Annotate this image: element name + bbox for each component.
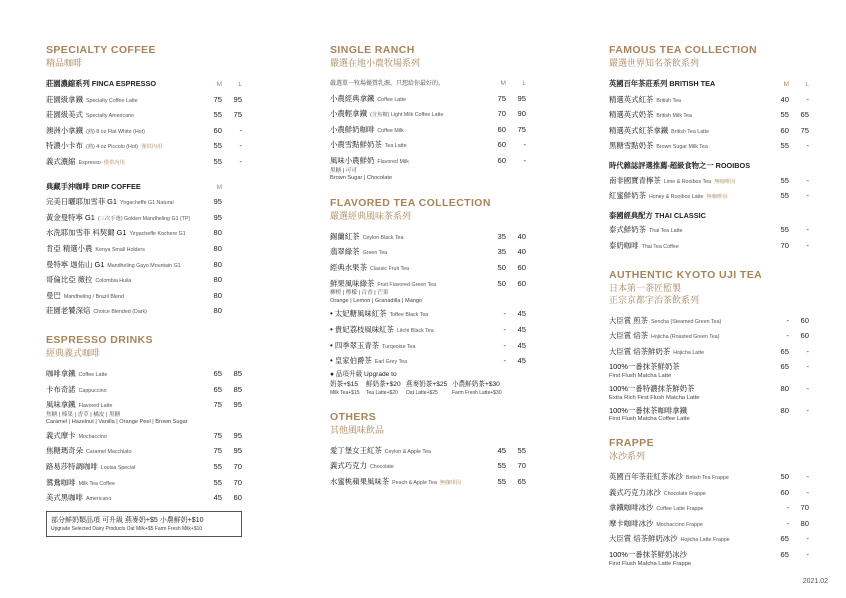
price-m: 60	[213, 125, 222, 135]
menu-item-name: 摩卡咖啡冰沙 Mochaccino Frappe	[609, 518, 703, 528]
menu-item	[609, 314, 809, 330]
menu-item-name: 南非國寶青檸茶 Lime & Rooibos Tea 無咖啡因	[609, 175, 736, 185]
menu-item-name: 風味小農鮮奶 Flavored Milk	[330, 155, 409, 165]
menu-item-name: 義式巧克力 Chocolate	[330, 461, 394, 471]
price-m: 80	[213, 306, 222, 316]
menu-item-english: Extra Rich First Flush Matcha Latte	[609, 394, 700, 401]
uji-tea-section	[609, 269, 809, 424]
menu-item	[609, 139, 809, 155]
menu-item	[46, 304, 242, 320]
menu-item	[330, 92, 526, 108]
price-l: -	[523, 140, 526, 150]
menu-item	[46, 273, 242, 289]
menu-item-name: 小農輕拿鐵 (含焦糖) Light Milk Coffee Latte	[330, 109, 444, 119]
group-header: 莊園濃縮系列 FINCA ESPRESSO M L	[46, 79, 242, 88]
price-l: -	[806, 472, 809, 482]
menu-list	[46, 429, 242, 507]
price-l: -	[239, 141, 242, 151]
espresso-drinks-section	[46, 334, 242, 537]
menu-list	[46, 195, 242, 320]
price-l: -	[806, 225, 809, 235]
price-l: 60	[233, 493, 242, 503]
price-m: 55	[497, 476, 506, 486]
price-m: 45	[213, 493, 222, 503]
price-m: 55	[213, 462, 222, 472]
menu-item-name: 小農雪點鮮奶茶 Tea Latte	[330, 140, 407, 150]
price-m: 35	[497, 231, 506, 241]
menu-item-name: 100%一番抹茶咖啡拿鐵	[609, 405, 688, 415]
price-l: 80	[800, 518, 809, 528]
menu-item	[330, 459, 526, 475]
menu-column-1	[46, 44, 242, 551]
menu-item-name: 風味拿鐵 Flavored Latte	[46, 400, 113, 410]
menu-item-name: 義式巧克力冰沙 Chocolate Frappe	[609, 487, 706, 497]
upgrade-info: ● 品項升級 Upgrade to 奶茶+$15 鮮奶茶+$20 燕麥奶茶+$25 小農鮮奶茶+$30 Milk Tea+$15 Tea Latte+$20 Oat Latte+$25 Farm Fresh Latte+$30	[330, 370, 502, 396]
menu-column-3	[609, 44, 809, 582]
menu-item-name: 哥倫比亞 薇拉 Colombia Huila	[46, 275, 132, 285]
menu-item	[609, 501, 809, 517]
menu-item-name: 義式濃縮 Espresso 僅供內用	[46, 156, 125, 166]
price-l: 70	[233, 462, 242, 472]
menu-item	[46, 289, 242, 305]
price-m: 60	[497, 140, 506, 150]
section-subtitle: 冰沙系列	[609, 451, 646, 462]
price-l: 70	[233, 477, 242, 487]
price-l: 70	[800, 503, 809, 513]
price-l: -	[806, 240, 809, 250]
menu-item	[46, 491, 242, 507]
price-m: 55	[780, 225, 789, 235]
specialty-coffee-section	[46, 44, 242, 320]
frappe-section	[609, 437, 809, 568]
menu-item	[46, 367, 242, 383]
menu-item	[609, 223, 809, 239]
price-l: -	[239, 156, 242, 166]
group-header: 泰國經典配方 THAI CLASSIC	[609, 210, 706, 220]
price-l: 45	[517, 340, 526, 350]
section-title: SINGLE RANCH	[330, 44, 415, 56]
menu-item-name: 100%一番特濃抹茶鮮奶茶	[609, 383, 695, 393]
menu-item	[46, 460, 242, 476]
price-l: 40	[517, 231, 526, 241]
menu-date: 2021.02	[802, 578, 828, 585]
section-subtitle: 其他風味飲品	[330, 424, 385, 435]
menu-item-name: 完美日曬耶加雪菲 G1 Yirgacheffe G1 Natural	[46, 197, 174, 207]
flavored-tea-section	[330, 197, 526, 397]
menu-item-name: 黑糖雪點奶茶 Brown Sugar Milk Tea	[609, 141, 708, 151]
menu-item	[46, 155, 242, 171]
menu-item-name: 大臣賞 煎茶 Sencha (Steamed Green Tea)	[609, 315, 722, 325]
section-title: FLAVORED TEA COLLECTION	[330, 196, 491, 209]
menu-item-name: • 四季翠玉青茶 Turqeoise Tea	[330, 340, 416, 350]
section-title: SPECIALTY COFFEE	[46, 44, 156, 56]
menu-item	[609, 174, 809, 190]
menu-item-name: 泰奶咖啡 Thai Tea Coffee	[609, 240, 679, 250]
menu-item-english: First Flush Matcha Latte	[609, 372, 672, 379]
price-l: 90	[517, 109, 526, 119]
price-l: 45	[517, 309, 526, 319]
menu-item	[609, 124, 809, 140]
price-m: 55	[780, 141, 789, 151]
price-l: 55	[517, 445, 526, 455]
price-m: 50	[780, 472, 789, 482]
price-l: 45	[517, 324, 526, 334]
price-m: -	[786, 315, 789, 325]
bullet-icon: •	[330, 324, 333, 334]
price-l: 95	[233, 94, 242, 104]
menu-item-name: 愛丁堡女王紅茶 Ceylon & Apple Tea	[330, 445, 431, 455]
section-subtitle: 日本第一茶匠監製	[609, 282, 682, 293]
menu-item	[609, 532, 809, 548]
price-m: 95	[213, 197, 222, 207]
menu-item	[330, 354, 526, 370]
price-m: 55	[497, 461, 506, 471]
group-header: 嚴選單一牧場優質乳源，只想給你最好的。 M L	[330, 80, 526, 87]
menu-item-name: • 太妃糖風味紅茶 Toffee Black Tea	[330, 309, 429, 319]
price-l: -	[239, 125, 242, 135]
menu-item-name: • 貴妃荔枝風味紅茶 Litchi Black Tea	[330, 324, 434, 334]
price-m: 40	[780, 94, 789, 104]
menu-item	[330, 261, 526, 277]
menu-item	[46, 476, 242, 492]
menu-item	[46, 383, 242, 399]
price-l: -	[806, 191, 809, 201]
menu-item	[46, 124, 242, 140]
price-m: 55	[780, 191, 789, 201]
menu-list	[330, 444, 526, 491]
menu-item-english: First Flush Matcha Latte Frappe	[609, 560, 692, 567]
menu-item	[46, 211, 242, 227]
menu-item	[330, 339, 526, 355]
menu-item	[609, 108, 809, 124]
section-subtitle: 嚴選在地小農牧場系列	[330, 58, 421, 68]
menu-item-name: 小農鮮奶咖啡 Coffee Milk	[330, 124, 404, 134]
price-l: 95	[233, 400, 242, 410]
menu-item-name: 咖啡拿鐵 Coffee Latte	[46, 368, 108, 378]
menu-item	[609, 486, 809, 502]
menu-item-name: 鮮果風味綠茶 Fruit Flavored Green Tea	[330, 278, 437, 288]
famous-tea-section	[609, 44, 809, 255]
price-l: -	[806, 383, 809, 393]
price-m: 80	[780, 405, 789, 415]
menu-list	[46, 367, 242, 414]
single-ranch-section	[330, 44, 526, 183]
price-m: -	[786, 503, 789, 513]
price-l: -	[806, 534, 809, 544]
price-m: -	[503, 324, 506, 334]
price-m: 80	[213, 259, 222, 269]
price-m: 80	[213, 243, 222, 253]
menu-item-name: 義式摩卡 Mochaccino	[46, 430, 107, 440]
price-m: 60	[497, 155, 506, 165]
menu-item	[330, 138, 526, 154]
menu-item-name: • 皇家伯爵茶 Earl Grey Tea	[330, 356, 408, 366]
price-m: 75	[213, 446, 222, 456]
menu-item-name: 鴛鴦咖啡 Milk Tea Coffee	[46, 477, 115, 487]
menu-item	[330, 475, 526, 491]
menu-list	[330, 307, 526, 369]
price-m: 65	[780, 550, 789, 560]
section-title: AUTHENTIC KYOTO UJI TEA	[609, 268, 763, 281]
section-title: FAMOUS TEA COLLECTION	[609, 44, 758, 56]
price-m: 50	[497, 262, 506, 272]
price-m: 55	[780, 110, 789, 120]
price-l: 85	[233, 368, 242, 378]
group-header: 英國百年茶莊系列 BRITISH TEA M L	[609, 79, 809, 88]
price-l: 70	[517, 461, 526, 471]
menu-item	[609, 239, 809, 255]
menu-item-name: 美式黑咖啡 Americano	[46, 493, 112, 503]
menu-item-name: 錫蘭紅茶 Ceylon Black Tea	[330, 231, 404, 241]
price-m: -	[503, 340, 506, 350]
price-m: 70	[497, 109, 506, 119]
flavor-note: 焦糖 | 榛果 | 香草 | 橘皮 | 黑糖 Caramel | Hazelnut | Vanilla | Orange Peel | Brown Sugar	[46, 411, 188, 426]
menu-item-name: 莊園老饕深焙 Choice Blended (Dark)	[46, 306, 147, 316]
menu-item	[46, 242, 242, 258]
price-l: -	[806, 550, 809, 560]
menu-column-2	[330, 44, 526, 504]
price-m: 50	[497, 278, 506, 288]
price-l: -	[806, 405, 809, 415]
section-title: FRAPPE	[609, 437, 654, 450]
price-m: 75	[213, 94, 222, 104]
price-l: 95	[233, 430, 242, 440]
menu-item	[609, 329, 809, 345]
group-header: 典藏手沖咖啡 DRIP COFFEE M	[46, 181, 222, 191]
menu-item	[330, 107, 526, 123]
menu-item-name: 精選英式奶茶 British Milk Tea	[609, 110, 692, 120]
menu-list	[609, 93, 809, 155]
menu-item-name: 莊園級美式 Specialty Americano	[46, 110, 134, 120]
bullet-icon: •	[330, 356, 333, 366]
price-m: 65	[780, 534, 789, 544]
price-l: 65	[517, 476, 526, 486]
menu-item-name: 翡翠綠茶 Green Tea	[330, 247, 388, 257]
price-l: 65	[800, 110, 809, 120]
price-m: 65	[213, 384, 222, 394]
section-title: ESPRESSO DRINKS	[46, 333, 153, 346]
menu-item	[46, 226, 242, 242]
menu-item-name: 精選英式紅茶 British Tea	[609, 94, 681, 104]
price-m: 60	[780, 487, 789, 497]
menu-item-name: 黃金曼特寧 G1 (三次手選) Golden Mandheling G1 (TP)	[46, 212, 191, 222]
price-l: -	[806, 362, 809, 372]
menu-item	[46, 108, 242, 124]
price-l: -	[806, 94, 809, 104]
menu-item	[46, 429, 242, 445]
menu-item-name: 大臣賞 焙茶 Hojicha (Roasted Green Tea)	[609, 331, 720, 341]
menu-item-name: 英國百年茶莊紅茶冰沙 British Tea Frappe	[609, 472, 729, 482]
price-l: 60	[517, 278, 526, 288]
price-m: 65	[213, 368, 222, 378]
price-l: 60	[800, 331, 809, 341]
menu-item-name: 莊園級拿鐵 Specialty Coffee Latte	[46, 94, 138, 104]
menu-item-name: 曼巴 Mandheling / Brazil Blend	[46, 290, 124, 300]
price-m: 55	[213, 477, 222, 487]
price-l: -	[806, 141, 809, 151]
price-m: 35	[497, 247, 506, 257]
menu-item	[330, 154, 526, 170]
menu-list	[609, 223, 809, 254]
menu-item	[609, 470, 809, 486]
menu-item-name: 大臣賞 焙茶鮮奶冰沙 Hojicha Latte Frappe	[609, 534, 730, 544]
price-m: 55	[213, 141, 222, 151]
menu-item-name: 紅蜜鮮奶茶 Honey & Rooibos Latte 無咖啡因	[609, 191, 728, 201]
price-l: 60	[517, 262, 526, 272]
price-m: -	[503, 309, 506, 319]
menu-item	[330, 307, 526, 323]
menu-item-name: 特濃小卡布 (熱) 4 oz Piccolo (Hot) 僅供內用	[46, 141, 163, 151]
price-m: 80	[213, 228, 222, 238]
price-m: -	[786, 518, 789, 528]
price-l: 75	[517, 124, 526, 134]
menu-list	[609, 470, 809, 568]
menu-item-name: 澳洲小拿鐵 (熱) 8 oz Flat White (Hot)	[46, 125, 145, 135]
price-m: 45	[497, 445, 506, 455]
price-l: -	[523, 155, 526, 165]
price-m: 60	[497, 124, 506, 134]
price-m: 55	[780, 175, 789, 185]
menu-list	[609, 314, 809, 424]
menu-item-name: 肯亞 精選小農 Kenya Small Holders	[46, 243, 145, 253]
price-m: 80	[780, 383, 789, 393]
price-l: 95	[233, 446, 242, 456]
section-subtitle: 嚴選經典風味茶系列	[330, 210, 412, 221]
menu-item-name: 經典水果茶 Classic Fruit Tea	[330, 262, 410, 272]
upgrade-box: 部分鮮奶類品項 可升級 燕麥奶+$5 小農鮮奶+$10 Upgrade Selected Dairy Products Oat Milk+$5 Farm Fresh Milk+$10	[46, 511, 242, 537]
group-header: 時代雜誌評選推薦-超級食物之一 ROOIBOS	[609, 160, 751, 170]
price-l: 75	[233, 110, 242, 120]
section-subtitle: 精品咖啡	[46, 58, 83, 68]
price-l: 95	[517, 93, 526, 103]
menu-item-name: 焦糖瑪奇朵 Caramel Macchiato	[46, 446, 132, 456]
section-title: OTHERS	[330, 410, 377, 423]
menu-item-name: 100%一番抹茶鮮奶冰沙	[609, 550, 688, 560]
price-l: 75	[800, 125, 809, 135]
price-l: -	[806, 346, 809, 356]
price-m: 65	[780, 346, 789, 356]
price-m: 75	[213, 400, 222, 410]
menu-item-name: 路易莎特調咖啡 Louisa Special	[46, 462, 136, 472]
menu-item	[46, 195, 242, 211]
price-m: 95	[213, 212, 222, 222]
menu-list	[46, 93, 242, 171]
price-m: 55	[213, 110, 222, 120]
price-m: 80	[213, 275, 222, 285]
price-l: 60	[800, 315, 809, 325]
menu-item	[330, 230, 526, 246]
menu-item-name: 100%一番抹茶鮮奶茶	[609, 362, 680, 372]
menu-item	[609, 517, 809, 533]
menu-list	[330, 92, 526, 170]
section-subtitle: 正宗京都宇治茶飲系列	[609, 294, 700, 305]
price-m: -	[503, 356, 506, 366]
price-m: 80	[213, 290, 222, 300]
menu-item	[330, 245, 526, 261]
price-l: 85	[233, 384, 242, 394]
menu-item-english: First Flush Matcha Coffee Latte	[609, 416, 690, 423]
menu-item	[46, 444, 242, 460]
menu-item	[609, 189, 809, 205]
price-m: 70	[780, 240, 789, 250]
menu-item	[330, 123, 526, 139]
price-m: 75	[497, 93, 506, 103]
price-m: 55	[213, 156, 222, 166]
menu-item-name: 拿鐵咖啡冰沙 Coffee Latte Frappe	[609, 503, 704, 513]
menu-item-name: 水洗耶加雪菲 科契爾 G1 Yirgacheffe Kochere G1	[46, 228, 186, 238]
price-l: 45	[517, 356, 526, 366]
menu-item-name: 卡布奇諾 Cappuccino	[46, 384, 107, 394]
menu-item	[609, 345, 809, 361]
section-subtitle: 經典義式咖啡	[46, 347, 101, 358]
price-m: -	[786, 331, 789, 341]
others-section	[330, 411, 526, 491]
menu-item	[330, 323, 526, 339]
menu-item-name: 水蜜桃蘋果風味茶 Peach & Apple Tea 無咖啡因	[330, 476, 462, 486]
menu-item	[46, 139, 242, 155]
menu-item-name: 大臣賞 焙茶鮮奶茶 Hojicha Latte	[609, 346, 705, 356]
price-m: 65	[780, 362, 789, 372]
flavor-note: 黑糖 | 可可 Brown Sugar | Chocolate	[330, 167, 393, 182]
menu-list	[609, 174, 809, 205]
section-subtitle: 嚴選世界知名茶飲系列	[609, 58, 700, 68]
bullet-icon: •	[330, 340, 333, 350]
price-l: -	[806, 487, 809, 497]
menu-item-name: 精選英式紅茶拿鐵 British Tea Latte	[609, 125, 710, 135]
fruit-note: 柳橙 | 檸檬 | 百香 | 芒果 Orange | Lemon | Granadilla | Mango	[330, 290, 423, 304]
menu-item	[330, 444, 526, 460]
menu-list	[330, 230, 526, 292]
bullet-icon: •	[330, 309, 333, 319]
price-m: 75	[213, 430, 222, 440]
price-l: 40	[517, 247, 526, 257]
price-l: -	[806, 175, 809, 185]
menu-item-name: 泰式鮮奶茶 Thai Tea Latte	[609, 225, 683, 235]
menu-item	[46, 93, 242, 109]
menu-item	[46, 258, 242, 274]
menu-item	[609, 93, 809, 109]
menu-item-name: 曼特寧 迦佑山 G1 Mandheling Gayo Mountain G1	[46, 259, 181, 269]
price-m: 60	[780, 125, 789, 135]
menu-item-name: 小農經典拿鐵 Coffee Latte	[330, 93, 407, 103]
